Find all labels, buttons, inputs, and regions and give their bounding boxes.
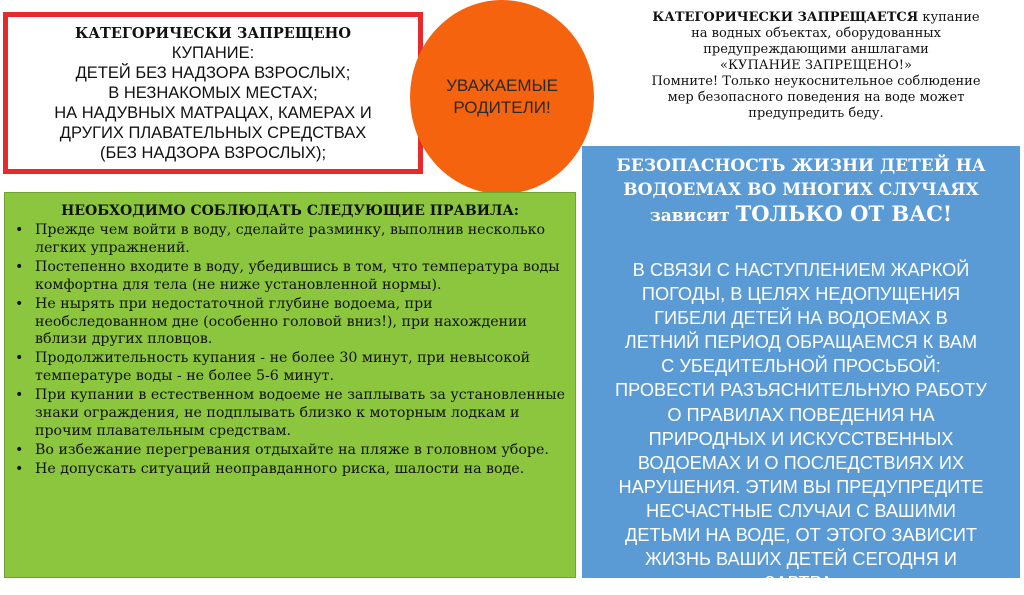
notice-line: предупреждающими аншлагами [703, 42, 929, 57]
prohibition-line: КУПАНИЕ: [171, 43, 255, 62]
rule-item [13, 259, 567, 295]
headline-prefix: зависит [649, 206, 736, 226]
rule-text: При купании в естественном водоеме не заплывать за установленные знаки ограждения, не подплывать близко к моторным лодкам и прочим плавательным средствам. [35, 387, 565, 439]
notice-line [614, 10, 1018, 26]
rule-item [13, 442, 567, 460]
rules-title: НЕОБХОДИМО СОБЛЮДАТЬ СЛЕДУЮЩИЕ ПРАВИЛА: [61, 203, 519, 219]
appeal-line: ДЕТЬМИ НА ВОДЕ, ОТ ЭТОГО ЗАВИСИТ [625, 525, 977, 546]
rule-text: Во избежание перегревания отдыхайте на пляже в головном уборе. [35, 441, 549, 458]
rule-text: Продолжительность купания - не более 30 минут, при невысокой температуре воды - не более 5-6 минут. [35, 350, 531, 385]
bullet-icon: • [15, 222, 24, 238]
rule-item [13, 350, 567, 386]
appeal-line: С УБЕДИТЕЛЬНОЙ ПРОСЬБОЙ: [661, 356, 941, 377]
prohibition-line: ДРУГИХ ПЛАВАТЕЛЬНЫХ СРЕДСТВАХ [59, 123, 367, 142]
appeal-line: НАРУШЕНИЯ. ЭТИМ ВЫ ПРЕДУПРЕДИТЕ [618, 476, 984, 497]
rules-list [13, 222, 567, 479]
circle-line-2: РОДИТЕЛИ! [453, 98, 551, 117]
rule-text: Не нырять при недостаточной глубине водоема, при необследованном дне (особенно головой вниз!), при нахождении вблизи других пловцов. [35, 295, 528, 348]
parents-circle [410, 0, 594, 194]
appeal-line: ВОДОЕМАХ И О ПОСЛЕДСТВИЯХ ИХ [637, 452, 965, 473]
prohibition-line: (БЕЗ НАДЗОРА ВЗРОСЛЫХ); [99, 143, 327, 162]
notice-line: мер безопасного поведения на воде может [667, 90, 965, 105]
notice-line: предупредить беду. [748, 106, 884, 121]
prohibition-line: НА НАДУВНЫХ МАТРАЦАХ, КАМЕРАХ И [54, 103, 372, 122]
appeal-line: ЗАВТРА. [764, 573, 838, 594]
headline-line: БЕЗОПАСНОСТЬ ЖИЗНИ ДЕТЕЙ НА [616, 156, 986, 176]
notice-bold: КАТЕГОРИЧЕСКИ ЗАПРЕЩАЕТСЯ [652, 10, 919, 25]
appeal-body [586, 258, 1016, 595]
appeal-line: ПОГОДЫ, В ЦЕЛЯХ НЕДОПУЩЕНИЯ [641, 284, 961, 305]
appeal-line: О ПРАВИЛАХ ПОВЕДЕНИЯ НА [667, 404, 935, 425]
rule-text: Прежде чем войти в воду, сделайте разминку, выполнив несколько легких упражнений. [35, 222, 546, 256]
prohibition-box [3, 12, 423, 174]
notice-rest: купание [918, 10, 980, 25]
prohibition-line: В НЕЗНАКОМЫХ МЕСТАХ; [108, 83, 318, 102]
appeal-line: ЛЕТНИЙ ПЕРИОД ОБРАЩАЕМСЯ К ВАМ [624, 332, 978, 353]
appeal-line: ГИБЕЛИ ДЕТЕЙ НА ВОДОЕМАХ В [654, 308, 948, 329]
headline-line [586, 202, 1016, 228]
prohibition-heading: КАТЕГОРИЧЕСКИ ЗАПРЕЩЕНО [75, 24, 351, 42]
rules-box [4, 192, 576, 578]
appeal-line: ПРИРОДНЫХ И ИСКУССТВЕННЫХ [648, 428, 954, 449]
rule-item [13, 387, 567, 441]
headline-emphasis: ТОЛЬКО ОТ ВАС! [735, 201, 953, 226]
notice-line: Помните! Только неукоснительное соблюдение [651, 74, 981, 89]
rule-text: Постепенно входите в воду, убедившись в том, что температура воды комфортна для тела (не ниже установленной нормы). [35, 258, 560, 293]
warning-notice [614, 10, 1018, 122]
rule-item [13, 296, 567, 350]
appeal-line: НЕСЧАСТНЫЕ СЛУЧАИ С ВАШИМИ [646, 500, 956, 521]
appeal-line: В СВЯЗИ С НАСТУПЛЕНИЕМ ЖАРКОЙ [632, 260, 970, 280]
bullet-icon: • [15, 350, 24, 367]
prohibition-line: ДЕТЕЙ БЕЗ НАДЗОРА ВЗРОСЛЫХ; [75, 63, 351, 82]
bullet-icon: • [15, 295, 24, 312]
rule-item [13, 461, 567, 479]
appeal-headline [586, 154, 1016, 228]
bullet-icon: • [15, 441, 24, 458]
headline-line: ВОДОЕМАХ ВО МНОГИХ СЛУЧАЯХ [623, 180, 979, 200]
circle-line-1: УВАЖАЕМЫЕ [446, 76, 558, 95]
appeal-box [582, 146, 1020, 594]
rule-item [13, 222, 567, 258]
bullet-icon: • [15, 460, 24, 477]
notice-line: «КУПАНИЕ ЗАПРЕЩЕНО!» [720, 58, 912, 73]
appeal-line: ПРОВЕСТИ РАЗЪЯСНИТЕЛЬНУЮ РАБОТУ [615, 380, 987, 401]
notice-line: на водных объектах, оборудованных [691, 26, 941, 41]
appeal-line: ЖИЗНЬ ВАШИХ ДЕТЕЙ СЕГОДНЯ И [645, 549, 957, 570]
bullet-icon: • [15, 258, 24, 275]
bullet-icon: • [15, 387, 24, 404]
rule-text: Не допускать ситуаций неоправданного риска, шалости на воде. [35, 460, 525, 477]
